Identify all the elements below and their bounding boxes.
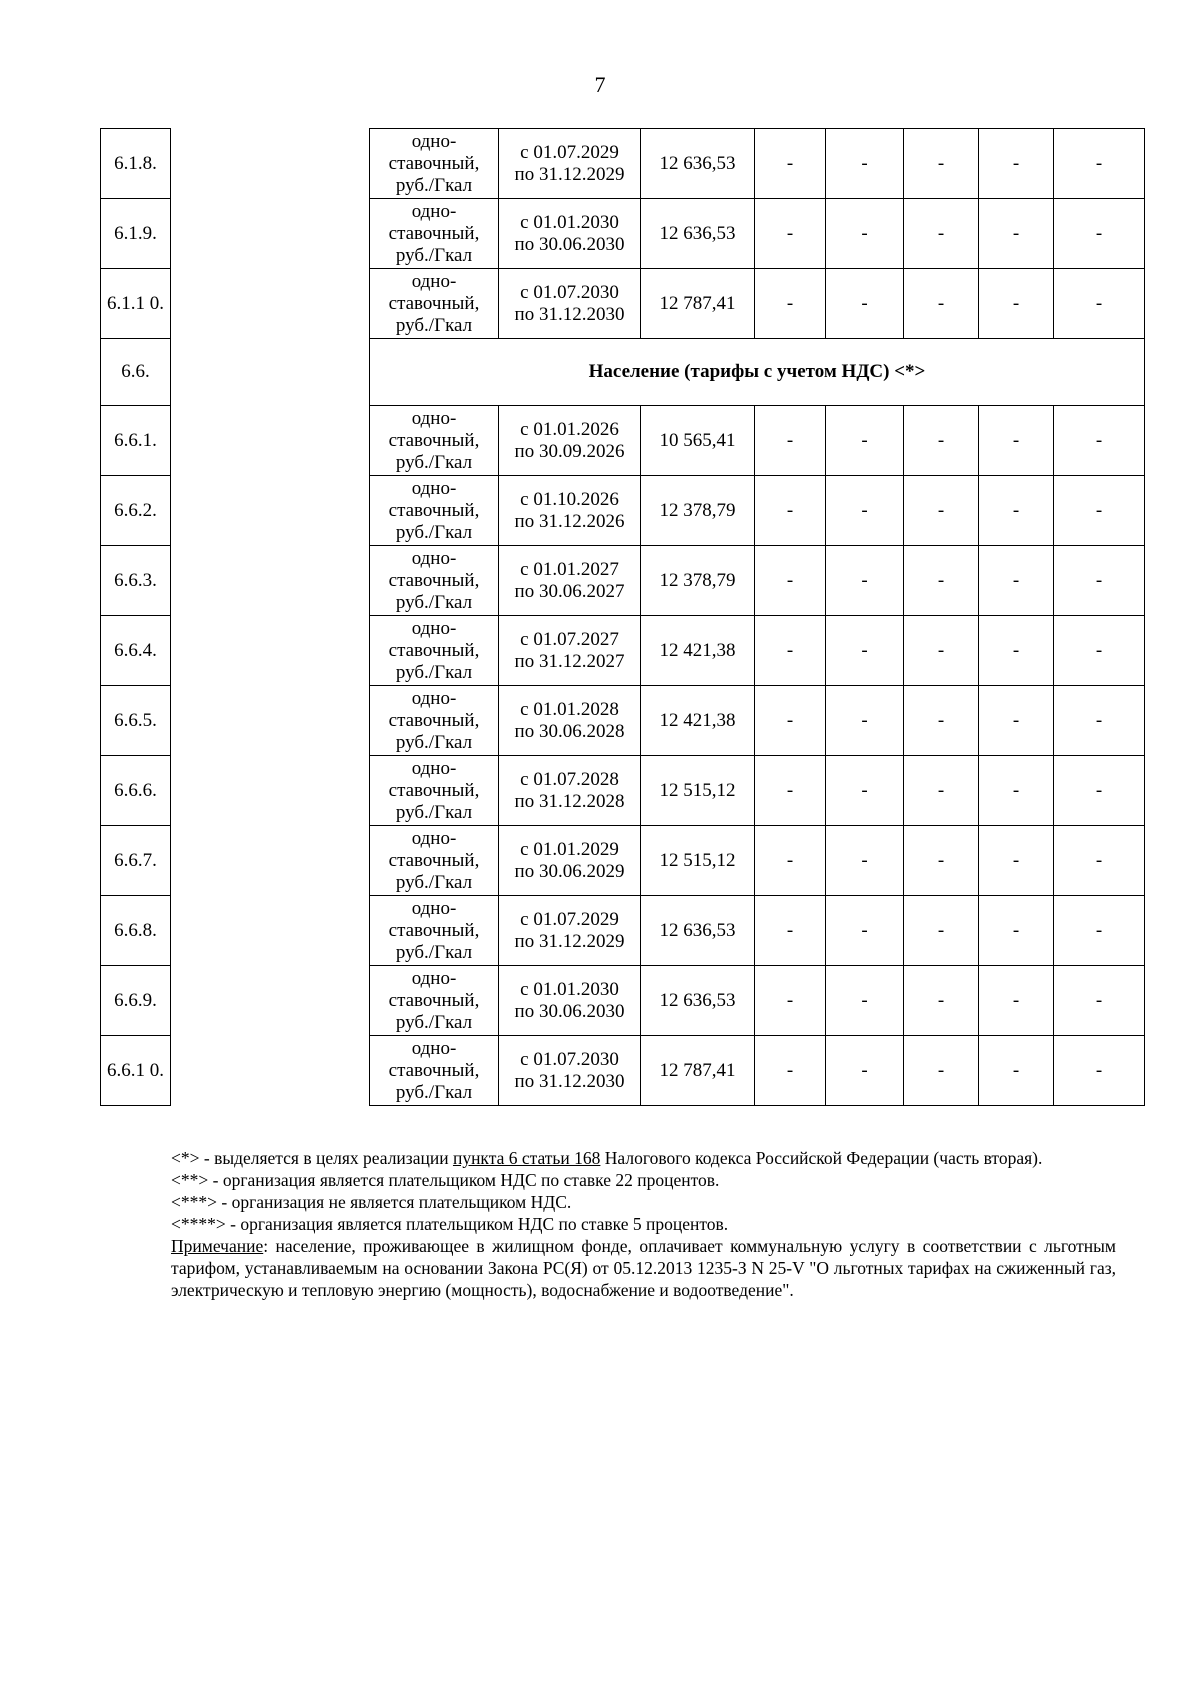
dash-cell: - <box>979 756 1054 826</box>
footnote-2: <**> - организация является плательщиком НДС по ставке 22 процентов. <box>171 1170 720 1190</box>
dash-cell: - <box>904 406 979 476</box>
dash-cell: - <box>979 129 1054 199</box>
tariff-value: 12 636,53 <box>641 896 755 966</box>
tariff-type <box>370 686 499 756</box>
period <box>499 199 641 269</box>
tariff-type-line: руб./Гкал <box>395 521 473 543</box>
period-from: с 01.01.2030 <box>520 978 619 1000</box>
tariff-type-line: руб./Гкал <box>395 451 473 473</box>
tariff-type <box>370 756 499 826</box>
tariff-type <box>370 406 499 476</box>
tariff-value: 12 636,53 <box>641 199 755 269</box>
period-to: по 31.12.2029 <box>514 930 625 952</box>
dash-cell: - <box>979 966 1054 1036</box>
footnote-1: <*> - выделяется в целях реализации пункта 6 статьи 168 Налогового кодекса Российской Федерации (часть вторая). <box>171 1148 1043 1168</box>
dash-cell: - <box>904 826 979 896</box>
tariff-type-line: ставочный, <box>388 1059 480 1081</box>
tariff-type-line: одно- <box>411 757 457 779</box>
period <box>499 966 641 1036</box>
tariff-type-line: руб./Гкал <box>395 661 473 683</box>
tariff-type-line: одно- <box>411 547 457 569</box>
tariff-type-line: ставочный, <box>388 989 480 1011</box>
row-number: 6.6.7. <box>101 826 171 896</box>
dash-cell: - <box>904 686 979 756</box>
period-to: по 31.12.2030 <box>514 303 625 325</box>
period-to: по 30.06.2027 <box>514 580 625 602</box>
row-number: 6.6.1. <box>101 406 171 476</box>
tariff-type-line: одно- <box>411 897 457 919</box>
dash-cell: - <box>826 756 904 826</box>
period-from: с 01.01.2027 <box>520 558 619 580</box>
dash-cell: - <box>826 546 904 616</box>
dash-cell: - <box>755 129 826 199</box>
tariff-type-line: руб./Гкал <box>395 591 473 613</box>
tariff-type-line: ставочный, <box>388 639 480 661</box>
organization-cell <box>171 129 370 1106</box>
dash-cell: - <box>979 686 1054 756</box>
tariff-type <box>370 269 499 339</box>
period-from: с 01.07.2030 <box>520 281 619 303</box>
dash-cell: - <box>826 199 904 269</box>
period <box>499 826 641 896</box>
period-from: с 01.01.2026 <box>520 418 619 440</box>
dash-cell: - <box>904 476 979 546</box>
tariff-type-line: одно- <box>411 270 457 292</box>
period <box>499 406 641 476</box>
dash-cell: - <box>755 1036 826 1106</box>
tariff-type-line: одно- <box>411 477 457 499</box>
dash-cell: - <box>826 616 904 686</box>
tariff-type-line: ставочный, <box>388 919 480 941</box>
dash-cell: - <box>1054 1036 1145 1106</box>
row-number: 6.6.8. <box>101 896 171 966</box>
dash-cell: - <box>1054 199 1145 269</box>
period-to: по 30.09.2026 <box>514 440 625 462</box>
dash-cell: - <box>826 1036 904 1106</box>
period-to: по 30.06.2030 <box>514 1000 625 1022</box>
dash-cell: - <box>755 966 826 1036</box>
tariff-type <box>370 616 499 686</box>
period-to: по 30.06.2030 <box>514 233 625 255</box>
dash-cell: - <box>755 269 826 339</box>
tariff-type-line: одно- <box>411 1037 457 1059</box>
tariff-type-line: ставочный, <box>388 152 480 174</box>
tariff-type-line: ставочный, <box>388 779 480 801</box>
dash-cell: - <box>904 966 979 1036</box>
row-number: 6.6.1 0. <box>101 1036 171 1106</box>
remark: Примечание: население, проживающее в жилищном фонде, оплачивает коммунальную услугу в соответствии с льготным тарифом, устанавливаемым на основании Закона РС(Я) от 05.12.2013 1235-З N 25-V "О льготных тарифах на сжиженный газ, электрическую и тепловую энергию (мощность), водоснабжение и водоотведение". <box>171 1236 1116 1300</box>
tariff-value: 12 515,12 <box>641 756 755 826</box>
dash-cell: - <box>904 129 979 199</box>
period-from: с 01.01.2028 <box>520 698 619 720</box>
dash-cell: - <box>826 129 904 199</box>
period-from: с 01.07.2028 <box>520 768 619 790</box>
dash-cell: - <box>826 826 904 896</box>
dash-cell: - <box>979 826 1054 896</box>
tariff-value: 12 636,53 <box>641 129 755 199</box>
period <box>499 1036 641 1106</box>
tariff-type <box>370 966 499 1036</box>
dash-cell: - <box>979 406 1054 476</box>
row-number: 6.1.9. <box>101 199 171 269</box>
dash-cell: - <box>755 686 826 756</box>
dash-cell: - <box>755 756 826 826</box>
dash-cell: - <box>1054 546 1145 616</box>
dash-cell: - <box>1054 966 1145 1036</box>
dash-cell: - <box>1054 406 1145 476</box>
tariff-type <box>370 826 499 896</box>
row-number: 6.6.6. <box>101 756 171 826</box>
tariff-type-line: руб./Гкал <box>395 244 473 266</box>
tariff-type-line: ставочный, <box>388 569 480 591</box>
period <box>499 896 641 966</box>
section-number: 6.6. <box>101 339 171 406</box>
period-from: с 01.01.2029 <box>520 838 619 860</box>
period-to: по 31.12.2030 <box>514 1070 625 1092</box>
dash-cell: - <box>904 896 979 966</box>
period-to: по 31.12.2028 <box>514 790 625 812</box>
period <box>499 686 641 756</box>
tariff-type-line: одно- <box>411 967 457 989</box>
tariff-value: 12 636,53 <box>641 966 755 1036</box>
tariff-type-line: руб./Гкал <box>395 1081 473 1103</box>
tariff-value: 12 378,79 <box>641 546 755 616</box>
dash-cell: - <box>755 406 826 476</box>
remark-label: Примечание <box>171 1236 264 1256</box>
dash-cell: - <box>1054 269 1145 339</box>
dash-cell: - <box>826 269 904 339</box>
dash-cell: - <box>826 406 904 476</box>
tariff-type-line: руб./Гкал <box>395 871 473 893</box>
tariff-type-line: руб./Гкал <box>395 174 473 196</box>
tariff-type-line: руб./Гкал <box>395 1011 473 1033</box>
footnotes <box>171 1147 1116 1301</box>
dash-cell: - <box>755 616 826 686</box>
dash-cell: - <box>755 826 826 896</box>
dash-cell: - <box>1054 476 1145 546</box>
dash-cell: - <box>826 476 904 546</box>
period-from: с 01.07.2029 <box>520 908 619 930</box>
tariff-type-line: ставочный, <box>388 499 480 521</box>
dash-cell: - <box>904 756 979 826</box>
tariff-type-line: руб./Гкал <box>395 731 473 753</box>
tariff-value: 12 421,38 <box>641 616 755 686</box>
dash-cell: - <box>979 896 1054 966</box>
dash-cell: - <box>1054 826 1145 896</box>
tariff-type-line: одно- <box>411 827 457 849</box>
tariff-type-line: одно- <box>411 617 457 639</box>
dash-cell: - <box>979 616 1054 686</box>
dash-cell: - <box>1054 756 1145 826</box>
dash-cell: - <box>755 896 826 966</box>
law-reference-link[interactable]: пункта 6 статьи 168 <box>452 1148 601 1168</box>
period <box>499 546 641 616</box>
tariff-type-line: одно- <box>411 407 457 429</box>
row-number: 6.1.1 0. <box>101 269 171 339</box>
dash-cell: - <box>1054 896 1145 966</box>
period-to: по 30.06.2029 <box>514 860 625 882</box>
dash-cell: - <box>979 199 1054 269</box>
page-number: 7 <box>594 72 606 97</box>
footnote-3: <***> - организация не является плательщиком НДС. <box>171 1192 572 1212</box>
tariff-type-line: одно- <box>411 130 457 152</box>
tariff-type <box>370 1036 499 1106</box>
period-to: по 31.12.2026 <box>514 510 625 532</box>
period-to: по 30.06.2028 <box>514 720 625 742</box>
row-number: 6.6.2. <box>101 476 171 546</box>
period <box>499 269 641 339</box>
period-from: с 01.07.2029 <box>520 141 619 163</box>
tariff-type-line: руб./Гкал <box>395 941 473 963</box>
row-number: 6.1.8. <box>101 129 171 199</box>
row-number: 6.6.3. <box>101 546 171 616</box>
period <box>499 129 641 199</box>
tariff-type-line: ставочный, <box>388 709 480 731</box>
tariff-type-line: ставочный, <box>388 849 480 871</box>
dash-cell: - <box>826 686 904 756</box>
dash-cell: - <box>1054 129 1145 199</box>
dash-cell: - <box>979 269 1054 339</box>
section-title: Население (тарифы с учетом НДС) <*> <box>370 339 1145 406</box>
dash-cell: - <box>755 546 826 616</box>
tariff-value: 12 787,41 <box>641 1036 755 1106</box>
tariff-type <box>370 476 499 546</box>
dash-cell: - <box>904 616 979 686</box>
tariff-type <box>370 199 499 269</box>
row-number: 6.6.5. <box>101 686 171 756</box>
tariff-type-line: ставочный, <box>388 429 480 451</box>
tariff-value: 12 378,79 <box>641 476 755 546</box>
tariff-type <box>370 129 499 199</box>
footnote-4: <****> - организация является плательщиком НДС по ставке 5 процентов. <box>171 1214 729 1234</box>
tariff-type-line: одно- <box>411 200 457 222</box>
dash-cell: - <box>826 896 904 966</box>
period <box>499 756 641 826</box>
table-row <box>101 129 1145 199</box>
dash-cell: - <box>1054 686 1145 756</box>
tariff-type-line: ставочный, <box>388 292 480 314</box>
tariff-value: 12 421,38 <box>641 686 755 756</box>
tariff-value: 10 565,41 <box>641 406 755 476</box>
dash-cell: - <box>755 199 826 269</box>
tariff-type <box>370 546 499 616</box>
tariff-type-line: одно- <box>411 687 457 709</box>
tariff-table <box>100 128 1145 1106</box>
tariff-value: 12 787,41 <box>641 269 755 339</box>
dash-cell: - <box>979 546 1054 616</box>
dash-cell: - <box>904 546 979 616</box>
dash-cell: - <box>904 1036 979 1106</box>
row-number: 6.6.4. <box>101 616 171 686</box>
dash-cell: - <box>904 269 979 339</box>
period-from: с 01.07.2030 <box>520 1048 619 1070</box>
period-from: с 01.01.2030 <box>520 211 619 233</box>
period-from: с 01.07.2027 <box>520 628 619 650</box>
tariff-type-line: руб./Гкал <box>395 314 473 336</box>
tariff-type-line: руб./Гкал <box>395 801 473 823</box>
period <box>499 476 641 546</box>
period-to: по 31.12.2029 <box>514 163 625 185</box>
period-from: с 01.10.2026 <box>520 488 619 510</box>
row-number: 6.6.9. <box>101 966 171 1036</box>
tariff-type-line: ставочный, <box>388 222 480 244</box>
dash-cell: - <box>826 966 904 1036</box>
dash-cell: - <box>979 476 1054 546</box>
dash-cell: - <box>904 199 979 269</box>
tariff-type <box>370 896 499 966</box>
dash-cell: - <box>755 476 826 546</box>
period <box>499 616 641 686</box>
dash-cell: - <box>979 1036 1054 1106</box>
period-to: по 31.12.2027 <box>514 650 625 672</box>
dash-cell: - <box>1054 616 1145 686</box>
tariff-value: 12 515,12 <box>641 826 755 896</box>
